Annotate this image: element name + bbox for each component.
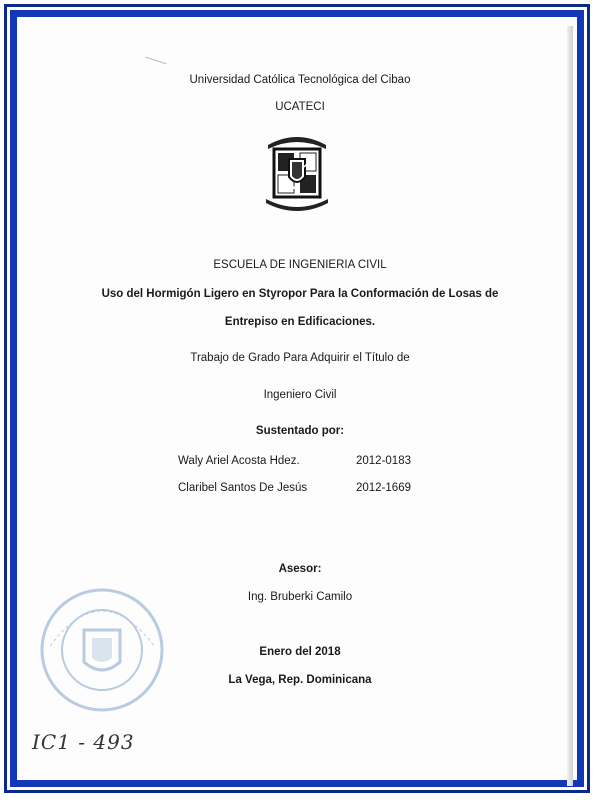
university-seal-icon	[262, 131, 332, 213]
author-name-2: Claribel Santos De Jesús	[178, 482, 308, 494]
author-id-1: 2012-0183	[356, 455, 411, 467]
degree-text-line-1: Trabajo de Grado Para Adquirir el Título de	[190, 352, 410, 364]
svg-text:1983: 1983	[291, 202, 303, 207]
page-edge-shadow	[567, 26, 573, 786]
author-id-2: 2012-1669	[356, 482, 411, 494]
author-name-1: Waly Ariel Acosta Hdez.	[178, 455, 300, 467]
university-acronym: UCATECI	[275, 101, 325, 113]
handwritten-note: IC1 - 493	[32, 730, 135, 754]
thesis-title-line-2: Entrepiso en Edificaciones.	[224, 316, 376, 328]
document-place: La Vega, Rep. Dominicana	[228, 674, 372, 686]
advisor-label: Asesor:	[278, 563, 322, 575]
document-date: Enero del 2018	[259, 646, 341, 658]
library-stamp-icon	[38, 586, 166, 714]
presented-by-label: Sustentado por:	[255, 425, 345, 437]
degree-text-line-2: Ingeniero Civil	[263, 389, 337, 401]
advisor-name: Ing. Bruberki Camilo	[247, 591, 353, 603]
university-name: Universidad Católica Tecnológica del Cibao	[189, 74, 411, 86]
school-name: ESCUELA DE INGENIERIA CIVIL	[213, 259, 387, 271]
thesis-title-line-1: Uso del Hormigón Ligero en Styropor Para la Conformación de Losas de	[101, 288, 499, 300]
